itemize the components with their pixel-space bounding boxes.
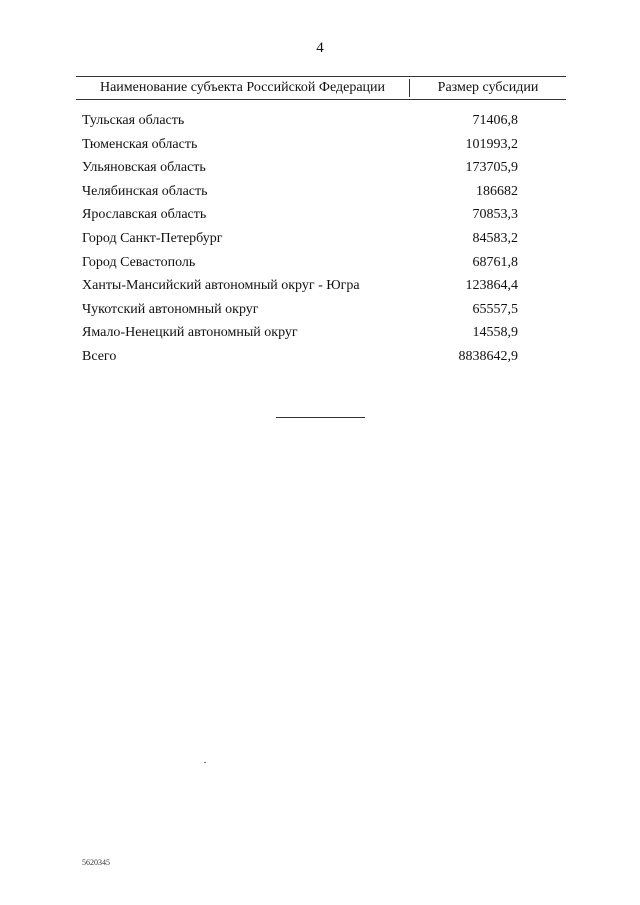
subject-name: Тульская область xyxy=(82,113,185,128)
table-row xyxy=(82,137,542,161)
end-of-document-rule xyxy=(276,417,365,418)
subsidy-table-body xyxy=(82,113,542,373)
subsidy-amount: 101993,2 xyxy=(465,136,518,152)
table-row xyxy=(82,207,542,231)
subject-name: Ярославская область xyxy=(82,207,207,223)
table-row xyxy=(82,255,542,279)
subsidy-amount: 173705,9 xyxy=(465,160,518,176)
subsidy-amount: 84583,2 xyxy=(472,230,518,246)
table-row xyxy=(82,278,542,302)
subject-name: Ямало-Ненецкий автономный округ xyxy=(82,325,298,341)
subject-name: Город Санкт-Петербург xyxy=(82,230,223,246)
subsidy-amount: 123864,4 xyxy=(465,278,518,294)
subject-name: Ульяновская область xyxy=(82,160,206,176)
subject-name: Ханты-Мансийский автономный округ - Югра xyxy=(82,278,360,294)
table-row xyxy=(82,302,542,326)
total-label: Всего xyxy=(82,348,117,364)
subject-name: Тюменская область xyxy=(82,136,198,152)
table-row xyxy=(82,113,542,137)
table-row xyxy=(82,231,542,255)
document-code: 5620345 xyxy=(82,858,110,867)
table-row xyxy=(82,184,542,208)
table-row xyxy=(82,160,542,184)
column-header-subject: Наименование субъекта Российской Федерации xyxy=(99,80,386,95)
subsidy-amount: 186682 xyxy=(476,183,518,199)
page-number: 4 xyxy=(316,40,324,56)
total-row xyxy=(82,349,542,373)
subsidy-amount: 70853,3 xyxy=(472,207,518,223)
table-header xyxy=(76,76,566,100)
total-amount: 8838642,9 xyxy=(458,348,518,364)
column-header-subsidy: Размер субсидии xyxy=(437,80,539,95)
subsidy-amount: 65557,5 xyxy=(472,301,518,317)
subject-name: Чукотский автономный округ xyxy=(82,301,259,317)
subject-name: Город Севастополь xyxy=(82,254,196,270)
subsidy-amount: 71406,8 xyxy=(472,113,518,128)
scan-speck xyxy=(204,762,206,763)
subject-name: Челябинская область xyxy=(82,183,208,199)
table-row xyxy=(82,325,542,349)
subsidy-amount: 68761,8 xyxy=(472,254,518,270)
subsidy-amount: 14558,9 xyxy=(472,325,518,341)
